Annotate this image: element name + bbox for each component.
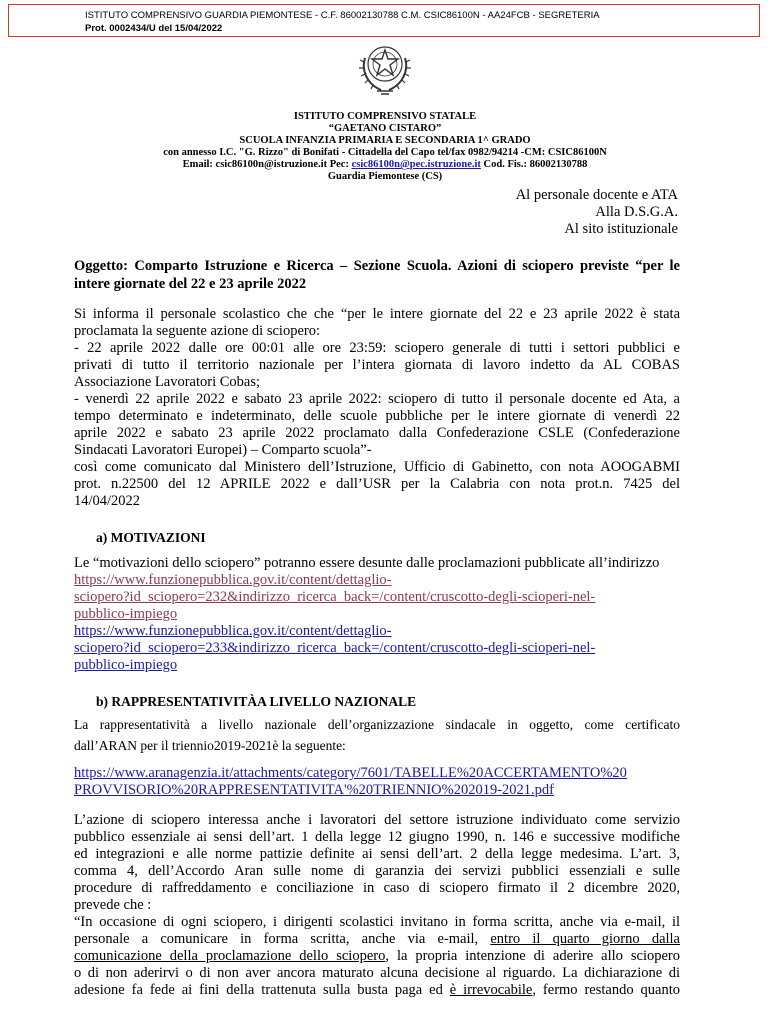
- body-line: [74, 931, 680, 949]
- underlined-deadline: entro il quarto giorno dalla: [490, 931, 680, 947]
- body-line: “In occasione di ogni sciopero, i dirigenti scolastici invitano in forma scritta, anche via e-mail, il: [74, 914, 680, 930]
- body-line: o di non aderirvi o di non aver ancora maturato alcuna decisione al riguardo. La dichiarazione di: [74, 965, 680, 981]
- pec-link[interactable]: csic86100n@pec.istruzione.it: [351, 159, 481, 170]
- stamp-line-1: ISTITUTO COMPRENSIVO GUARDIA PIEMONTESE - C.F. 86002130788 C.M. CSIC86100N - AA24FCB - SEGRETERIA: [85, 10, 600, 21]
- section-b-title: b) RAPPRESENTATIVITÀA LIVELLO NAZIONALE: [96, 694, 417, 709]
- body-line: L’azione di sciopero interessa anche i lavoratori del settore istruzione individuato come servizio: [74, 812, 680, 828]
- protocol-stamp: [8, 4, 760, 37]
- italian-republic-emblem-icon: [355, 34, 415, 98]
- intro-line: aprile 2022 e sabato 23 aprile 2022 proclamato dalla Confederazione CSLE (Confederazione: [74, 425, 680, 441]
- body-text: , fermo restando quanto: [532, 982, 680, 998]
- stamp-line-2: Prot. 0002434/U del 15/04/2022: [85, 23, 223, 34]
- body-text: adesione fa fede ai fini della trattenuta sulla busta paga ed: [74, 982, 450, 998]
- body-line: procedure di raffreddamento e conciliazione in caso di sciopero firmato il 2 dicembre 2020,: [74, 880, 680, 896]
- aran-link[interactable]: PROVVISORIO%20RAPPRESENTATIVITA'%20TRIENNIO%202019-2021.pdf: [74, 782, 554, 798]
- subject-line-2: intere giornate del 22 e 23 aprile 2022: [74, 276, 307, 292]
- intro-line: prot. n.22500 del 12 APRILE 2022 e dall’USR per la Calabria con nota prot.n. 7425 del: [74, 476, 680, 492]
- school-address: con annesso I.C. "G. Rizzo" di Bonifati - Cittadella del Capo tel/fax 0982/94214 -CM: CSIC86100N: [163, 147, 607, 158]
- recipient-site: Al sito istituzionale: [564, 221, 678, 237]
- intro-line: tempo determinato e indeterminato, delle scuole pubbliche per le intere giornate di venerdì 22: [74, 408, 680, 424]
- aran-link[interactable]: https://www.aranagenzia.it/attachments/category/7601/TABELLE%20ACCERTAMENTO%20: [74, 765, 627, 781]
- intro-line: Associazione Lavoratori Cobas;: [74, 374, 261, 390]
- underlined-irrevocable: è irrevocabile: [449, 982, 533, 998]
- motivation-link-2[interactable]: sciopero?id_sciopero=233&indirizzo_ricerca_back=/content/cruscotto-degli-scioperi-nel-: [74, 640, 596, 656]
- body-text: personale a comunicare in forma scritta, anche via e-mail,: [74, 931, 491, 947]
- body-text: , la propria intenzione di aderire allo sciopero: [385, 948, 681, 964]
- body-line: [74, 982, 680, 1000]
- recipient-staff: Al personale docente e ATA: [515, 187, 678, 203]
- school-name: “GAETANO CISTARO”: [328, 123, 442, 134]
- subject-text: Comparto Istruzione e Ricerca – Sezione Scuola. Azioni di sciopero previste “per le: [134, 258, 680, 274]
- intro-line: Si informa il personale scolastico che che “per le intere giornate del 22 e 23 aprile 2022 è stata: [74, 306, 680, 322]
- section-b-text: La rappresentatività a livello nazionale dell’organizzazione sindacale in oggetto, come certificato: [74, 717, 680, 732]
- intro-line: - venerdì 22 aprile 2022 e sabato 23 aprile 2022: sciopero di tutto il personale docente ed Ata, a: [74, 391, 680, 407]
- intro-line: - 22 aprile 2022 dalle ore 00:01 alle ore 23:59: sciopero generale di tutti i settori pubblici e: [74, 340, 680, 356]
- fiscal-code: Cod. Fis.: 86002130788: [480, 159, 588, 170]
- motivation-link-1[interactable]: sciopero?id_sciopero=232&indirizzo_ricerca_back=/content/cruscotto-degli-scioperi-nel-: [74, 589, 596, 605]
- body-line: pubblico essenziale ai sensi dell’art. 1 della legge 12 giugno 1990, n. 146 e successive modifiche: [74, 829, 680, 845]
- intro-line: Sindacati Lavoratori Europei) – Comparto scuola”-: [74, 442, 372, 458]
- intro-line: privati di tutto il territorio nazionale per l’intera giornata di lavoro indetto da AL COBAS: [74, 357, 680, 373]
- school-contacts: [0, 159, 770, 171]
- intro-line: così come comunicato dal Ministero dell’Istruzione, Ufficio di Gabinetto, con nota AOOGABMI: [74, 459, 680, 475]
- school-type: ISTITUTO COMPRENSIVO STATALE: [293, 111, 477, 122]
- motivation-link-1[interactable]: https://www.funzionepubblica.gov.it/content/dettaglio-: [74, 572, 392, 588]
- section-a-title: a) MOTIVAZIONI: [96, 530, 206, 545]
- school-levels: SCUOLA INFANZIA PRIMARIA E SECONDARIA 1^ GRADO: [239, 135, 531, 146]
- school-town: Guardia Piemontese (CS): [327, 171, 443, 182]
- body-line: comma 4, dell’Accordo Aran sulle nome di garanzia dei servizi pubblici essenziali e sulle: [74, 863, 680, 879]
- underlined-deadline: comunicazione della proclamazione dello sciopero: [74, 948, 386, 964]
- subject-label: Oggetto:: [74, 258, 128, 274]
- intro-line: proclamata la seguente azione di sciopero:: [74, 323, 320, 339]
- body-line: [74, 948, 680, 966]
- motivation-link-2[interactable]: pubblico-impiego: [74, 657, 178, 673]
- subject-line-1: [74, 258, 680, 276]
- body-line: prevede che :: [74, 897, 152, 913]
- email-text: Email: csic86100n@istruzione.it Pec:: [182, 159, 352, 170]
- intro-line: 14/04/2022: [74, 493, 141, 509]
- motivation-link-1[interactable]: pubblico-impiego: [74, 606, 178, 622]
- body-line: ed integrazioni e alle norme pattizie definite ai sensi dell’art. 2 della legge medesima. L’art. 3,: [74, 846, 680, 862]
- section-a-text: Le “motivazioni dello sciopero” potranno essere desunte dalle proclamazioni pubblicate all’indirizzo: [74, 555, 660, 571]
- motivation-link-2[interactable]: https://www.funzionepubblica.gov.it/content/dettaglio-: [74, 623, 392, 639]
- section-b-text: dall’ARAN per il triennio2019-2021è la seguente:: [74, 738, 346, 753]
- recipient-dsga: Alla D.S.G.A.: [595, 204, 678, 220]
